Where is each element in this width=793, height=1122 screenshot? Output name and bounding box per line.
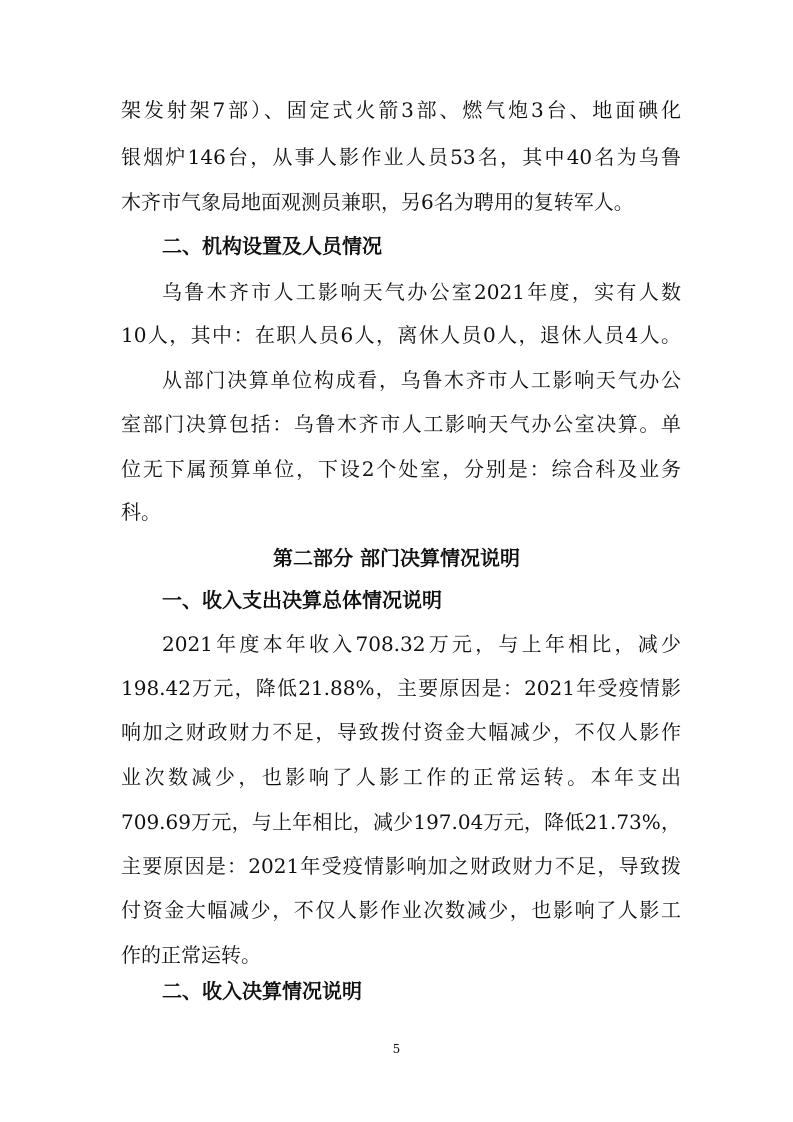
subsection-heading: 二、收入决算情况说明 (162, 979, 362, 1003)
paragraph-line: 科。 (121, 500, 161, 524)
paragraph-line: 乌鲁木齐市人工影响天气办公室2021年度，实有人数 (162, 280, 681, 304)
paragraph-line: 198.42万元，降低21.88%，主要原因是：2021年受疫情影 (121, 676, 681, 700)
paragraph-line: 架发射架7部）、固定式火箭3部、燃气炮3台、地面碘化 (121, 98, 681, 122)
subsection-heading: 一、收入支出决算总体情况说明 (162, 588, 442, 612)
paragraph-line: 响加之财政财力不足，导致拨付资金大幅减少，不仅人影作 (121, 720, 681, 744)
paragraph-line: 室部门决算包括：乌鲁木齐市人工影响天气办公室决算。单 (121, 412, 681, 436)
paragraph-line: 从部门决算单位构成看，乌鲁木齐市人工影响天气办公 (162, 368, 681, 392)
part-heading: 第二部分 部门决算情况说明 (273, 546, 520, 570)
paragraph-line: 2021年度本年收入708.32万元，与上年相比，减少 (162, 632, 681, 656)
paragraph-line: 位无下属预算单位，下设2个处室，分别是：综合科及业务 (121, 457, 681, 481)
section-heading: 二、机构设置及人员情况 (162, 234, 382, 258)
paragraph-line: 作的正常运转。 (121, 943, 261, 967)
page-number: 5 (392, 1042, 401, 1056)
paragraph-line: 709.69万元，与上年相比，减少197.04万元，降低21.73%， (121, 810, 681, 834)
paragraph-line: 10人，其中：在职人员6人，离休人员0人，退休人员4人。 (121, 323, 681, 347)
paragraph-line: 业次数减少，也影响了人影工作的正常运转。本年支出 (121, 765, 681, 789)
paragraph-line: 付资金大幅减少，不仅人影作业次数减少，也影响了人影工 (121, 898, 681, 922)
paragraph-line: 主要原因是：2021年受疫情影响加之财政财力不足，导致拨 (121, 854, 681, 878)
paragraph-line: 银烟炉146台，从事人影作业人员53名，其中40名为乌鲁 (121, 145, 681, 169)
paragraph-line: 木齐市气象局地面观测员兼职，另6名为聘用的复转军人。 (121, 190, 634, 214)
